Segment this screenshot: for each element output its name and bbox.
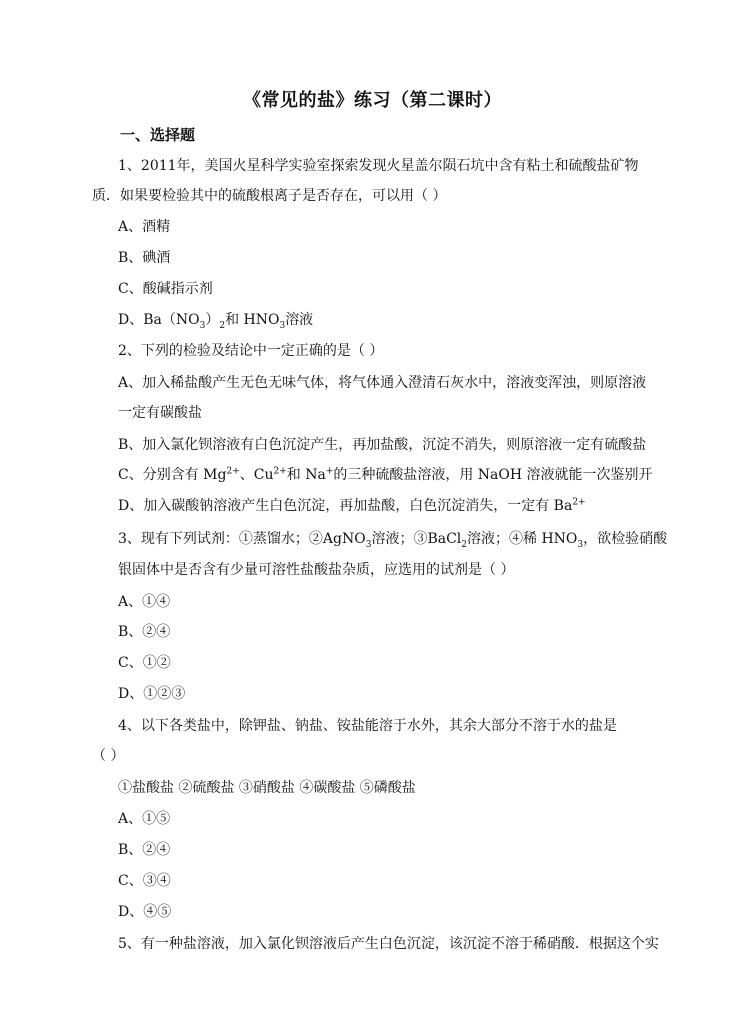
q1-d-text-3: 和 HNO xyxy=(225,312,280,328)
q1-d-text-4: 溶液 xyxy=(285,312,314,328)
q2-c-text-2: 、Cu xyxy=(239,467,274,483)
q2-c-text-1: C、分别含有 Mg xyxy=(118,467,227,483)
q3-text-2: 溶液；③BaCl xyxy=(371,531,462,547)
q4-option-a: A、①⑤ xyxy=(118,811,171,827)
q2-d-text: D、加入碳酸钠溶液产生白色沉淀，再加盐酸，白色沉淀消失，一定有 Ba xyxy=(118,498,573,514)
q3-option-b: B、②④ xyxy=(118,624,171,640)
page-title: 《常见的盐》练习（第二课时） xyxy=(243,90,502,111)
q4-salt-list: ①盐酸盐 ②硫酸盐 ③硝酸盐 ④碳酸盐 ⑤磷酸盐 xyxy=(118,780,416,796)
q2-c-sup-1: 2+ xyxy=(226,466,240,477)
q2-option-a-line1: A、加入稀盐酸产生无色无味气体，将气体通入澄清石灰水中，溶液变浑浊，则原溶液 xyxy=(118,375,647,391)
q3-text-3: 溶液；④稀 HNO xyxy=(467,531,578,547)
q1-d-text-1: D、Ba（NO xyxy=(118,312,200,328)
section-heading: 一、选择题 xyxy=(120,126,196,144)
q3-text-1: 3、现有下列试剂：①蒸馏水；②AgNO xyxy=(118,531,366,547)
q1-option-b: B、碘酒 xyxy=(118,250,171,266)
q3-option-a: A、①④ xyxy=(118,594,171,610)
q2-option-c xyxy=(118,465,653,485)
q1-option-a: A、酒精 xyxy=(118,219,171,235)
q1-stem-line2: 质．如果要检验其中的硫酸根离子是否存在，可以用（ ） xyxy=(92,188,447,204)
q2-d-sup: 2+ xyxy=(572,497,586,508)
q3-option-c: C、①② xyxy=(118,655,171,671)
q2-c-sup-3: + xyxy=(325,466,334,477)
q2-c-text-3: 和 Na xyxy=(286,467,326,483)
q3-sub-1: 3 xyxy=(365,539,372,550)
q3-option-d: D、①②③ xyxy=(118,686,186,702)
q1-option-c: C、酸碱指示剂 xyxy=(118,281,213,297)
q3-stem-line1 xyxy=(118,529,667,549)
q2-c-text-4: 的三种硫酸盐溶液，用 NaOH 溶液就能一次鉴别开 xyxy=(333,467,653,483)
q3-stem-line2: 银固体中是否含有少量可溶性盐酸盐杂质，应选用的试剂是（ ） xyxy=(118,562,515,578)
q1-option-d xyxy=(118,310,313,330)
q1-d-text-2: ） xyxy=(205,312,220,328)
q3-text-4: ，欲检验硝酸 xyxy=(583,531,668,547)
q3-sub-2: 2 xyxy=(461,539,468,550)
q2-option-b: B、加入氯化钡溶液有白色沉淀产生，再加盐酸，沉淀不消失，则原溶液一定有硫酸盐 xyxy=(118,437,647,453)
q2-c-sup-2: 2+ xyxy=(273,466,287,477)
q2-option-d xyxy=(118,496,586,516)
q1-d-sub-3: 3 xyxy=(279,320,286,331)
q2-option-a-line2: 一定有碳酸盐 xyxy=(118,405,202,421)
q1-d-sub-1: 3 xyxy=(199,320,206,331)
q4-option-c: C、③④ xyxy=(118,873,171,889)
q4-stem-line2: （ ） xyxy=(92,748,125,764)
q2-stem: 2、下列的检验及结论中一定正确的是（ ） xyxy=(118,343,384,359)
q4-option-d: D、④⑤ xyxy=(118,904,172,920)
q5-stem-line1: 5、有一种盐溶液，加入氯化钡溶液后产生白色沉淀，该沉淀不溶于稀硝酸．根据这个实 xyxy=(118,936,659,952)
q3-sub-3: 3 xyxy=(577,539,584,550)
q1-d-sub-2: 2 xyxy=(219,320,226,331)
q4-stem-line1: 4、以下各类盐中，除钾盐、钠盐、铵盐能溶于水外，其余大部分不溶于水的盐是 xyxy=(118,718,617,734)
q4-option-b: B、②④ xyxy=(118,842,171,858)
q1-stem-line1: 1、2011年，美国火星科学实验室探索发现火星盖尔陨石坑中含有粘土和硫酸盐矿物 xyxy=(118,158,639,174)
